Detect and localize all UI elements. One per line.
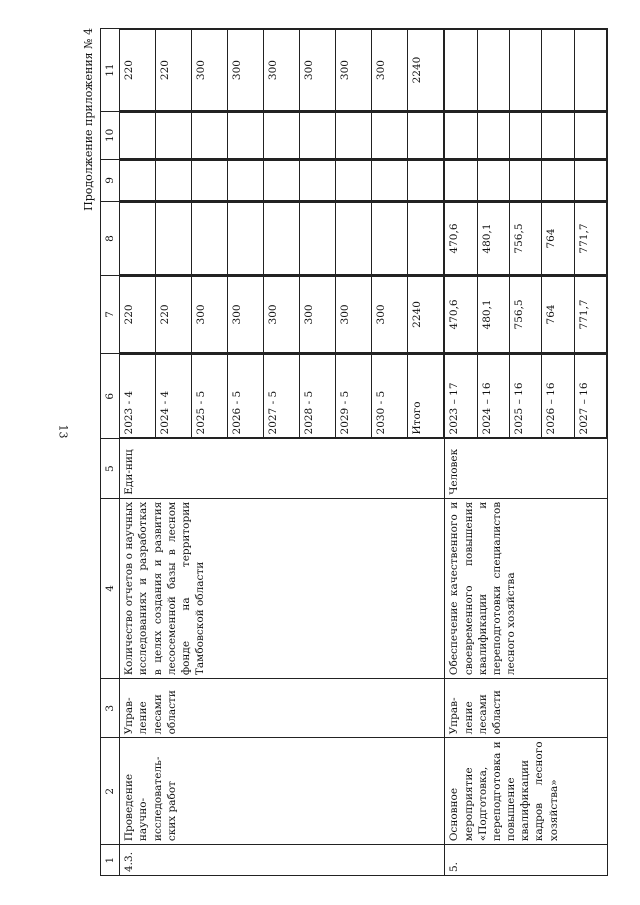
sub-cell [228, 113, 264, 158]
rotated-table-stage [82, 28, 608, 876]
sub-cell [192, 113, 228, 158]
col9-cell [445, 159, 608, 202]
year-value-cell [445, 354, 608, 439]
col10-cell [445, 112, 608, 159]
sub-cell: 2023 – 17 [445, 355, 477, 438]
sub-cell [264, 113, 300, 158]
header-cell: 6 [101, 354, 120, 439]
sub-cell: 2026 – 16 [542, 355, 574, 438]
sub-cell: 2027 – 16 [574, 355, 606, 438]
sub-cell: 2240 [408, 30, 444, 111]
sub-cell: 771,7 [574, 203, 606, 275]
sub-cell: 300 [300, 276, 336, 352]
header-cell: 1 [101, 845, 120, 876]
activity-name-cell: Основное мероприятие «Подготовка, переподготовка и повышение квалификации кадров лесного хозяйства» [445, 738, 608, 845]
sub-cell [372, 160, 408, 201]
sub-cell: 300 [228, 276, 264, 352]
sub-cell: 756,5 [509, 203, 541, 275]
sub-cell [477, 113, 509, 158]
other-funding-cell [445, 29, 608, 112]
sub-cell: 2024 – 16 [477, 355, 509, 438]
sub-cell: 764 [542, 203, 574, 275]
sub-cell: 220 [156, 276, 192, 352]
sub-cell [445, 160, 477, 201]
sub-cell [445, 30, 477, 111]
sub-cell: Итого [408, 355, 444, 438]
sub-cell: 220 [156, 30, 192, 111]
col9-cell [120, 159, 445, 202]
federal-funding-cell [445, 202, 608, 276]
sub-cell [300, 160, 336, 201]
sub-cell [156, 203, 192, 275]
sub-cell: 2025 – 16 [509, 355, 541, 438]
sub-cell: 2028 - 5 [300, 355, 336, 438]
sub-cell [300, 113, 336, 158]
header-cell: 5 [101, 439, 120, 498]
total-funding-cell [445, 275, 608, 353]
sub-cell: 470,6 [445, 203, 477, 275]
indicator-cell: Количество отчетов о научных исследованиях и разработках в целях создания и развития лесосеменной базы в лесном фонде на территории Тамбовской области [120, 498, 445, 678]
sub-cell [336, 203, 372, 275]
sub-cell: 2026 - 5 [228, 355, 264, 438]
item-number-cell: 5. [445, 845, 608, 876]
header-cell: 10 [101, 112, 120, 159]
activity-name-cell: Проведение научно-исследователь-ских работ [120, 738, 445, 845]
sub-cell [120, 160, 155, 201]
page-number: 13 [56, 424, 70, 439]
continuation-caption: Продолжение приложения № 4 [82, 28, 95, 211]
sub-cell [574, 160, 606, 201]
sub-cell [445, 113, 477, 158]
sub-cell: 300 [372, 30, 408, 111]
sub-cell [372, 203, 408, 275]
sub-cell [408, 203, 444, 275]
sub-cell: 2023 - 4 [120, 355, 155, 438]
sub-cell: 300 [228, 30, 264, 111]
sub-cell [408, 160, 444, 201]
sub-cell [192, 160, 228, 201]
sub-cell [300, 203, 336, 275]
unit-cell: Еди-ниц [120, 439, 445, 498]
sub-cell: 220 [120, 276, 155, 352]
header-cell: 7 [101, 275, 120, 353]
sub-cell [336, 160, 372, 201]
sub-cell [509, 30, 541, 111]
total-funding-cell [120, 275, 445, 353]
sub-cell: 300 [192, 276, 228, 352]
sub-cell [477, 30, 509, 111]
sub-cell: 300 [336, 30, 372, 111]
indicator-cell: Обеспечение качественного и своевременного повышения квалификации и переподготовки специалистов лесного хозяйства [445, 498, 608, 678]
sub-cell [156, 113, 192, 158]
sub-cell: 2030 - 5 [372, 355, 408, 438]
sub-cell [372, 113, 408, 158]
item-number-cell: 4.3. [120, 845, 445, 876]
sub-cell: 2029 - 5 [336, 355, 372, 438]
sub-cell [509, 113, 541, 158]
unit-cell: Человек [445, 439, 608, 498]
sub-cell: 771,7 [574, 276, 606, 352]
sub-cell [574, 30, 606, 111]
sub-cell: 470,6 [445, 276, 477, 352]
header-cell: 9 [101, 159, 120, 202]
sub-cell [264, 160, 300, 201]
sub-cell: 480,1 [477, 203, 509, 275]
sub-cell: 480,1 [477, 276, 509, 352]
sub-cell [192, 203, 228, 275]
federal-funding-cell [120, 202, 445, 276]
sub-cell: 300 [300, 30, 336, 111]
table-row [120, 29, 445, 876]
header-cell: 2 [101, 738, 120, 845]
sub-cell [542, 30, 574, 111]
header-cell: 8 [101, 202, 120, 276]
program-table [100, 28, 608, 876]
sub-cell [264, 203, 300, 275]
header-cell: 3 [101, 679, 120, 738]
header-row [101, 29, 120, 876]
sub-cell: 300 [264, 276, 300, 352]
col10-cell [120, 112, 445, 159]
sub-cell [228, 203, 264, 275]
sub-cell: 220 [120, 30, 155, 111]
responsible-cell: Управ-ление лесами области [120, 679, 445, 738]
sub-cell: 2027 - 5 [264, 355, 300, 438]
sub-cell: 300 [192, 30, 228, 111]
sub-cell: 300 [336, 276, 372, 352]
sub-cell [228, 160, 264, 201]
responsible-cell: Управ-ление лесами области [445, 679, 608, 738]
sub-cell: 300 [264, 30, 300, 111]
sub-cell [542, 160, 574, 201]
sub-cell [509, 160, 541, 201]
sub-cell [542, 113, 574, 158]
sub-cell [477, 160, 509, 201]
sub-cell: 764 [542, 276, 574, 352]
sub-cell: 300 [372, 276, 408, 352]
sub-cell [120, 203, 155, 275]
year-value-cell [120, 354, 445, 439]
sub-cell: 756,5 [509, 276, 541, 352]
sub-cell [574, 113, 606, 158]
header-cell: 4 [101, 498, 120, 678]
sub-cell: 2240 [408, 276, 444, 352]
other-funding-cell [120, 29, 445, 112]
sub-cell [120, 113, 155, 158]
header-cell: 11 [101, 29, 120, 112]
sub-cell: 2025 - 5 [192, 355, 228, 438]
sub-cell [408, 113, 444, 158]
table-row [445, 29, 608, 876]
sub-cell: 2024 - 4 [156, 355, 192, 438]
sub-cell [156, 160, 192, 201]
sub-cell [336, 113, 372, 158]
